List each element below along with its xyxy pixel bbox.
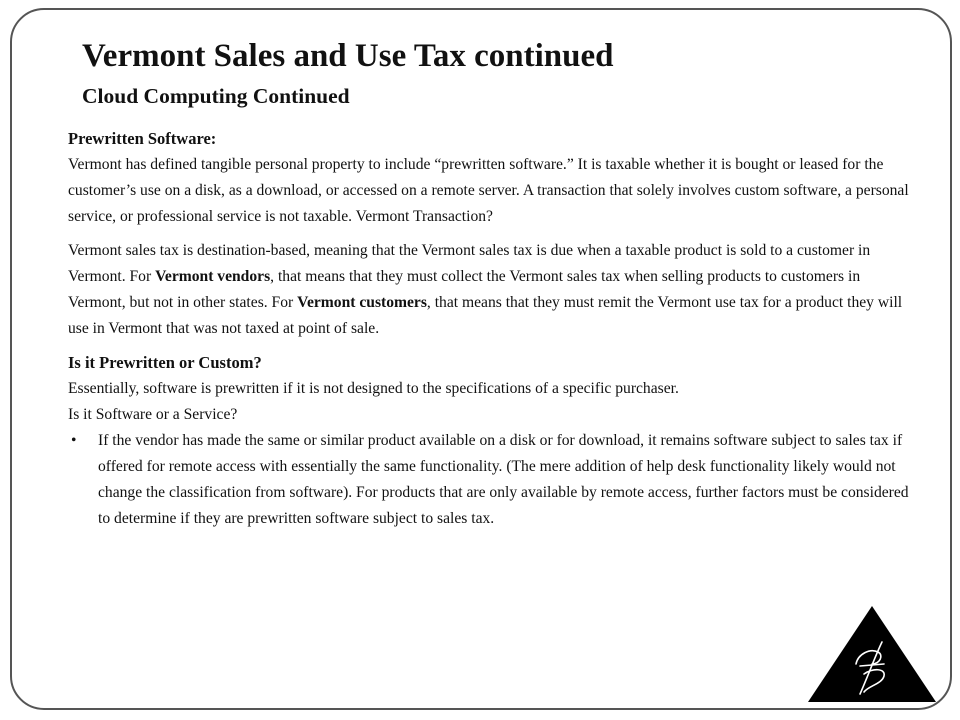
- prewritten-software-body: Vermont has defined tangible personal property to include “prewritten software.” It is taxable whether it is bought or leased for the customer’s use on a disk, as a download, or accessed on a remote server. A transaction that solely involves custom software, a personal service, or professional service is not taxable. Vermont Transaction?: [68, 156, 909, 225]
- software-or-service-question: Is it Software or a Service?: [68, 406, 238, 423]
- destination-based-paragraph: [68, 238, 914, 342]
- slide-subtitle: Cloud Computing Continued: [82, 84, 350, 108]
- destination-text-1: Vermont sales tax is destination-based, meaning that the Vermont sales tax is due when a taxable product is sold to a customer in Vermont. For: [68, 242, 871, 285]
- vermont-customers-emphasis: Vermont customers: [297, 294, 427, 311]
- bullet-text: If the vendor has made the same or similar product available on a disk or for download, it remains software subject to sales tax if offered for remote access with essentially the same functionality. (The mere addition of help desk functionality likely would not change the classification from software). For products that are only available by remote access, further factors must be considered to determine if they are prewritten software subject to sales tax.: [98, 432, 909, 527]
- triangle-script-logo-icon: [806, 604, 938, 704]
- logo-triangle: [808, 606, 936, 702]
- bullet-list: [68, 428, 914, 532]
- list-item: [68, 428, 914, 532]
- prewritten-or-custom-heading: Is it Prewritten or Custom?: [68, 353, 262, 372]
- bullet-icon: •: [71, 432, 77, 449]
- slide-content: [68, 126, 914, 532]
- prewritten-software-heading: Prewritten Software:: [68, 129, 217, 148]
- prewritten-definition: Essentially, software is prewritten if it is not designed to the specifications of a specific purchaser.: [68, 380, 679, 397]
- slide-title: Vermont Sales and Use Tax continued: [82, 38, 614, 74]
- destination-text-3: , that means that they must remit the Vermont use tax for a product they will use in Vermont that was not taxed at point of sale.: [68, 294, 903, 337]
- vermont-vendors-emphasis: Vermont vendors: [155, 268, 271, 285]
- destination-text-2: , that means that they must collect the Vermont sales tax when selling products to customers in Vermont, but not in other states. For: [68, 268, 861, 311]
